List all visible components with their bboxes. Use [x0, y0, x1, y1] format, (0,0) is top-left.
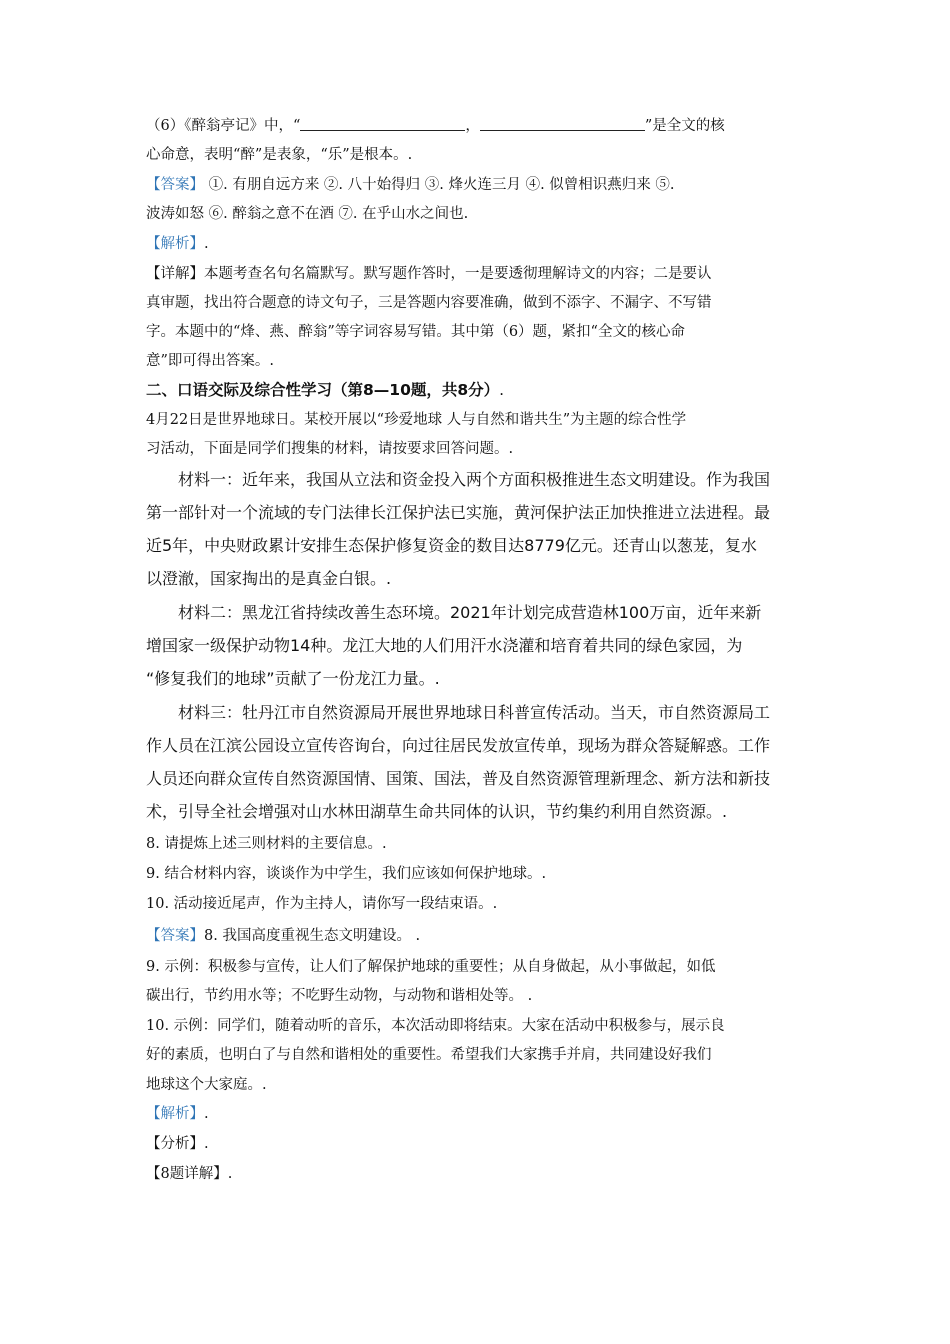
q6-line2: 心命意，表明“醉”是表象，“乐”是根本。.: [146, 147, 413, 163]
answer-tag: 【答案】: [146, 928, 204, 944]
fenxi: 【分析】.: [146, 1136, 209, 1152]
analysis1: 【解析】.: [146, 236, 209, 252]
analysis2: 【解析】.: [146, 1106, 209, 1122]
answer10-line: 好的素质，也明白了与自然和谐相处的重要性。希望我们大家携手并肩，共同建设好我们: [146, 1047, 712, 1063]
fill-blank-1[interactable]: [300, 116, 465, 131]
material1-line: 第一部针对一个流域的专门法律长江保护法已实施，黄河保护法正加快推进立法进程。最: [146, 503, 771, 522]
intro-line: 4月22日是世界地球日。某校开展以“珍爱地球 人与自然和谐共生”为主题的综合性学: [146, 412, 687, 428]
answer9-line: 9. 示例：积极参与宣传，让人们了解保护地球的重要性；从自身做起，从小事做起，如低: [146, 959, 716, 975]
intro-line: 习活动，下面是同学们搜集的材料，请按要求回答问题。.: [146, 441, 514, 457]
material1-line: 材料一：近年来，我国从立法和资金投入两个方面积极推进生态文明建设。作为我国: [178, 470, 771, 489]
answer1-line2: 波涛如怒 ⑥. 醉翁之意不在酒 ⑦. 在乎山水之间也.: [146, 206, 469, 222]
q6-line1: （6）《醉翁亭记》中，“ ， ”是全文的核: [146, 118, 725, 134]
answer9-line: 碳出行，节约用水等；不吃野生动物，与动物和谐相处等。 .: [146, 988, 533, 1004]
material2-line: 材料二：黑龙江省持续改善生态环境。2021年计划完成营造林100万亩，近年来新: [178, 603, 762, 622]
material1-line: 以澄澈，国家掏出的是真金白银。.: [146, 569, 392, 588]
material3-line: 材料三：牡丹江市自然资源局开展世界地球日科普宣传活动。当天，市自然资源局工: [178, 703, 771, 722]
analysis-tag: 【解析】: [146, 1106, 204, 1122]
material3-line: 术，引导全社会增强对山水林田湖草生命共同体的认识，节约集约利用自然资源。.: [146, 802, 728, 821]
material3-line: 作人员在江滨公园设立宣传咨询台，向过往居民发放宣传单，现场为群众答疑解惑。工作: [146, 736, 771, 755]
answer10-line: 地球这个大家庭。.: [146, 1077, 267, 1093]
material1-line: 近5年，中央财政累计安排生态保护修复资金的数目达8779亿元。还青山以葱茏，复水: [146, 536, 757, 555]
material2-line: 增国家一级保护动物14种。龙江大地的人们用汗水浇灌和培育着共同的绿色家园，为: [146, 636, 743, 655]
fill-blank-2[interactable]: [480, 116, 645, 131]
section-heading: 二、口语交际及综合性学习（第8—10题，共8分）.: [146, 381, 505, 399]
detail1-line: 字。本题中的“烽、燕、醉翁”等字词容易写错。其中第（6）题，紧扣“全文的核心命: [146, 324, 685, 340]
answer-tag: 【答案】: [146, 177, 204, 193]
material2-line: “修复我们的地球”贡献了一份龙江力量。.: [146, 669, 440, 688]
answer1-line1: 【答案】 ①. 有朋自远方来 ②. 八十始得归 ③. 烽火连三月 ④. 似曾相识燕归来 ⑤.: [146, 177, 675, 193]
detail1-line: 【详解】本题考查名句名篇默写。默写题作答时，一是要透彻理解诗文的内容；二是要认: [146, 266, 712, 282]
answer10-line: 10. 示例：同学们，随着动听的音乐，本次活动即将结束。大家在活动中积极参与，展示良: [146, 1018, 725, 1034]
detail-8: 【8题详解】.: [146, 1166, 233, 1182]
answer2-line1: 【答案】8. 我国高度重视生态文明建设。 .: [146, 928, 421, 944]
analysis-tag: 【解析】: [146, 236, 204, 252]
question-8: 8. 请提炼上述三则材料的主要信息。.: [146, 836, 387, 852]
detail1-line: 真审题，找出符合题意的诗文句子，三是答题内容要准确，做到不添字、不漏字、不写错: [146, 295, 712, 311]
question-10: 10. 活动接近尾声，作为主持人，请你写一段结束语。.: [146, 896, 498, 912]
detail1-line: 意”即可得出答案。.: [146, 353, 275, 369]
material3-line: 人员还向群众宣传自然资源国情、国策、国法，普及自然资源管理新理念、新方法和新技: [146, 769, 771, 788]
question-9: 9. 结合材料内容，谈谈作为中学生，我们应该如何保护地球。.: [146, 866, 547, 882]
